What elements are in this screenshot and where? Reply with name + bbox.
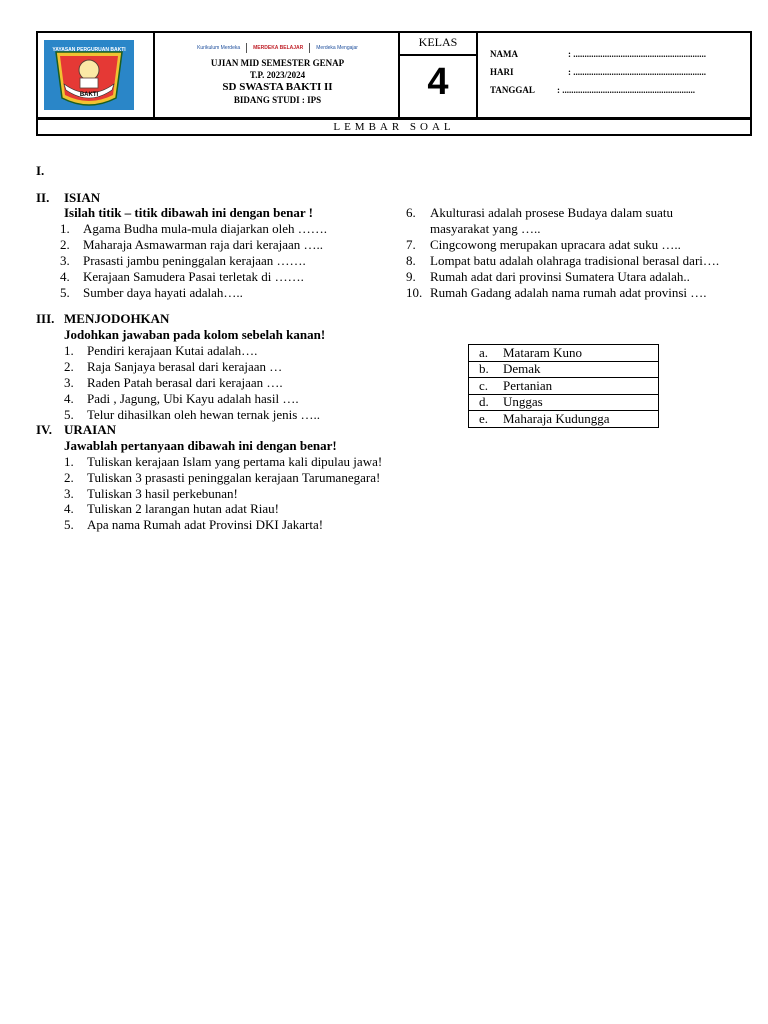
lembar-soal-bar: LEMBAR SOAL: [36, 118, 752, 136]
list-item: Tuliskan 2 larangan hutan adat Riau!: [87, 501, 279, 516]
answer-text: Pertanian: [503, 377, 553, 393]
kelas-value: 4: [427, 61, 449, 103]
school-logo: [44, 40, 134, 110]
list-item-number: 4.: [64, 391, 74, 406]
list-item: Tuliskan 3 hasil perkebunan!: [87, 486, 238, 501]
header-box: [36, 31, 752, 119]
list-item: Pendiri kerajaan Kutai adalah….: [87, 343, 258, 358]
list-item: Raja Sanjaya berasal dari kerajaan …: [87, 359, 283, 374]
list-item-number: 5.: [60, 285, 70, 300]
answer-text: Unggas: [503, 394, 543, 410]
list-item-number: 7.: [406, 237, 416, 252]
hari-label: HARI: [490, 67, 514, 77]
svg-text:BAKTI: BAKTI: [79, 92, 99, 98]
subject-label: BIDANG STUDI : IPS: [233, 95, 322, 105]
list-item: Akulturasi adalah prosese Budaya dalam suatu: [430, 205, 673, 220]
merdeka-belajar-logo: MERDEKA BELAJAR: [253, 44, 304, 51]
answer-letter: c.: [479, 377, 489, 393]
section-1-number: I.: [36, 163, 45, 178]
list-item: Rumah adat dari provinsi Sumatera Utara adalah..: [430, 269, 690, 284]
list-item: Apa nama Rumah adat Provinsi DKI Jakarta!: [87, 517, 324, 532]
nama-field[interactable]: : ...........................................................: [568, 49, 706, 59]
list-item-number: 1.: [64, 343, 74, 358]
tanggal-label: TANGGAL: [490, 85, 535, 95]
section-3-instruction: Jodohkan jawaban pada kolom sebelah kanan!: [64, 327, 326, 342]
list-item-number: 6.: [406, 205, 416, 220]
section-2-title: ISIAN: [64, 190, 101, 205]
list-item: Padi , Jagung, Ubi Kayu adalah hasil ….: [87, 391, 299, 406]
section-4-number: IV.: [36, 422, 53, 437]
list-item-number: 2.: [64, 470, 74, 485]
answer-letter: d.: [479, 394, 489, 410]
list-item: Sumber daya hayati adalah…..: [83, 285, 243, 300]
list-item-number: 3.: [64, 375, 74, 390]
answer-letter: a.: [479, 344, 489, 360]
nama-label: NAMA: [490, 49, 518, 59]
brand-separator: [309, 43, 310, 53]
exam-title: UJIAN MID SEMESTER GENAP: [210, 58, 345, 68]
answer-text: Mataram Kuno: [503, 344, 583, 360]
brand-separator: [246, 43, 247, 53]
list-item-number: 4.: [64, 501, 74, 516]
list-item-number: 3.: [64, 486, 74, 501]
school-name: SD SWASTA BAKTI II: [222, 81, 333, 93]
table-row: [469, 345, 659, 362]
list-item: Agama Budha mula-mula diajarkan oleh …….: [83, 221, 328, 236]
table-row: [469, 361, 659, 378]
list-item-number: 5.: [64, 517, 74, 532]
list-item-number: 5.: [64, 407, 74, 422]
exam-header: [36, 31, 752, 136]
answer-letter: e.: [479, 410, 489, 426]
section-2-number: II.: [36, 190, 50, 205]
section-4-instruction: Jawablah pertanyaan dibawah ini dengan benar!: [64, 438, 337, 453]
list-item: Rumah Gadang adalah nama rumah adat provinsi ….: [430, 285, 707, 300]
list-item: Tuliskan kerajaan Islam yang pertama kali dipulau jawa!: [87, 454, 383, 469]
list-item: Prasasti jambu peninggalan kerajaan …….: [83, 253, 306, 268]
kurikulum-merdeka-logo: Kurikulum Merdeka: [197, 44, 241, 51]
section-4-title: URAIAN: [64, 422, 116, 437]
kelas-cell: [400, 33, 478, 119]
list-item-number: 4.: [60, 269, 70, 284]
brand-row: [190, 42, 365, 54]
answer-text: Maharaja Kudungga: [503, 410, 610, 426]
list-item-number: 2.: [60, 237, 70, 252]
list-item: Tuliskan 3 prasasti peninggalan kerajaan Tarumanegara!: [87, 470, 381, 485]
list-item-number: 3.: [60, 253, 70, 268]
section-3-title: MENJODOHKAN: [64, 311, 170, 326]
list-item-number: 1.: [64, 454, 74, 469]
list-item-number: 1.: [60, 221, 70, 236]
section-3-number: III.: [36, 311, 55, 326]
answer-text: Demak: [503, 361, 541, 377]
kelas-label: KELAS: [400, 33, 476, 56]
school-year: T.P. 2023/2024: [249, 70, 306, 80]
svg-text:YAYASAN PERGURUAN BAKTI: YAYASAN PERGURUAN BAKTI: [52, 47, 126, 53]
list-item-number: 10.: [406, 285, 423, 300]
list-item: Lompat batu adalah olahraga tradisional berasal dari….: [430, 253, 720, 268]
list-item: Kerajaan Samudera Pasai terletak di …….: [83, 269, 304, 284]
list-item-number: 8.: [406, 253, 416, 268]
list-item: Telur dihasilkan oleh hewan ternak jenis …..: [87, 407, 321, 422]
answer-letter: b.: [479, 361, 489, 377]
list-item-number: 9.: [406, 269, 416, 284]
hari-field[interactable]: : ...........................................................: [568, 67, 706, 77]
list-item: Raden Patah berasal dari kerajaan ….: [87, 375, 283, 390]
answer-table: [468, 344, 659, 428]
table-row: [469, 394, 659, 411]
list-item-number: 2.: [64, 359, 74, 374]
table-row: [469, 378, 659, 395]
list-item-continuation: masyarakat yang …..: [430, 221, 541, 236]
list-item: Cingcowong merupakan upracara adat suku …..: [430, 237, 681, 252]
logo-cell: [38, 33, 155, 119]
tanggal-field[interactable]: : ...........................................................: [557, 85, 695, 95]
list-item: Maharaja Asmawarman raja dari kerajaan …..: [83, 237, 324, 252]
merdeka-mengajar-logo: Merdeka Mengajar: [316, 44, 358, 51]
title-cell: [155, 33, 400, 119]
section-2-instruction: Isilah titik – titik dibawah ini dengan benar !: [64, 205, 313, 220]
table-row: [469, 411, 659, 428]
student-info-cell: [478, 33, 752, 119]
